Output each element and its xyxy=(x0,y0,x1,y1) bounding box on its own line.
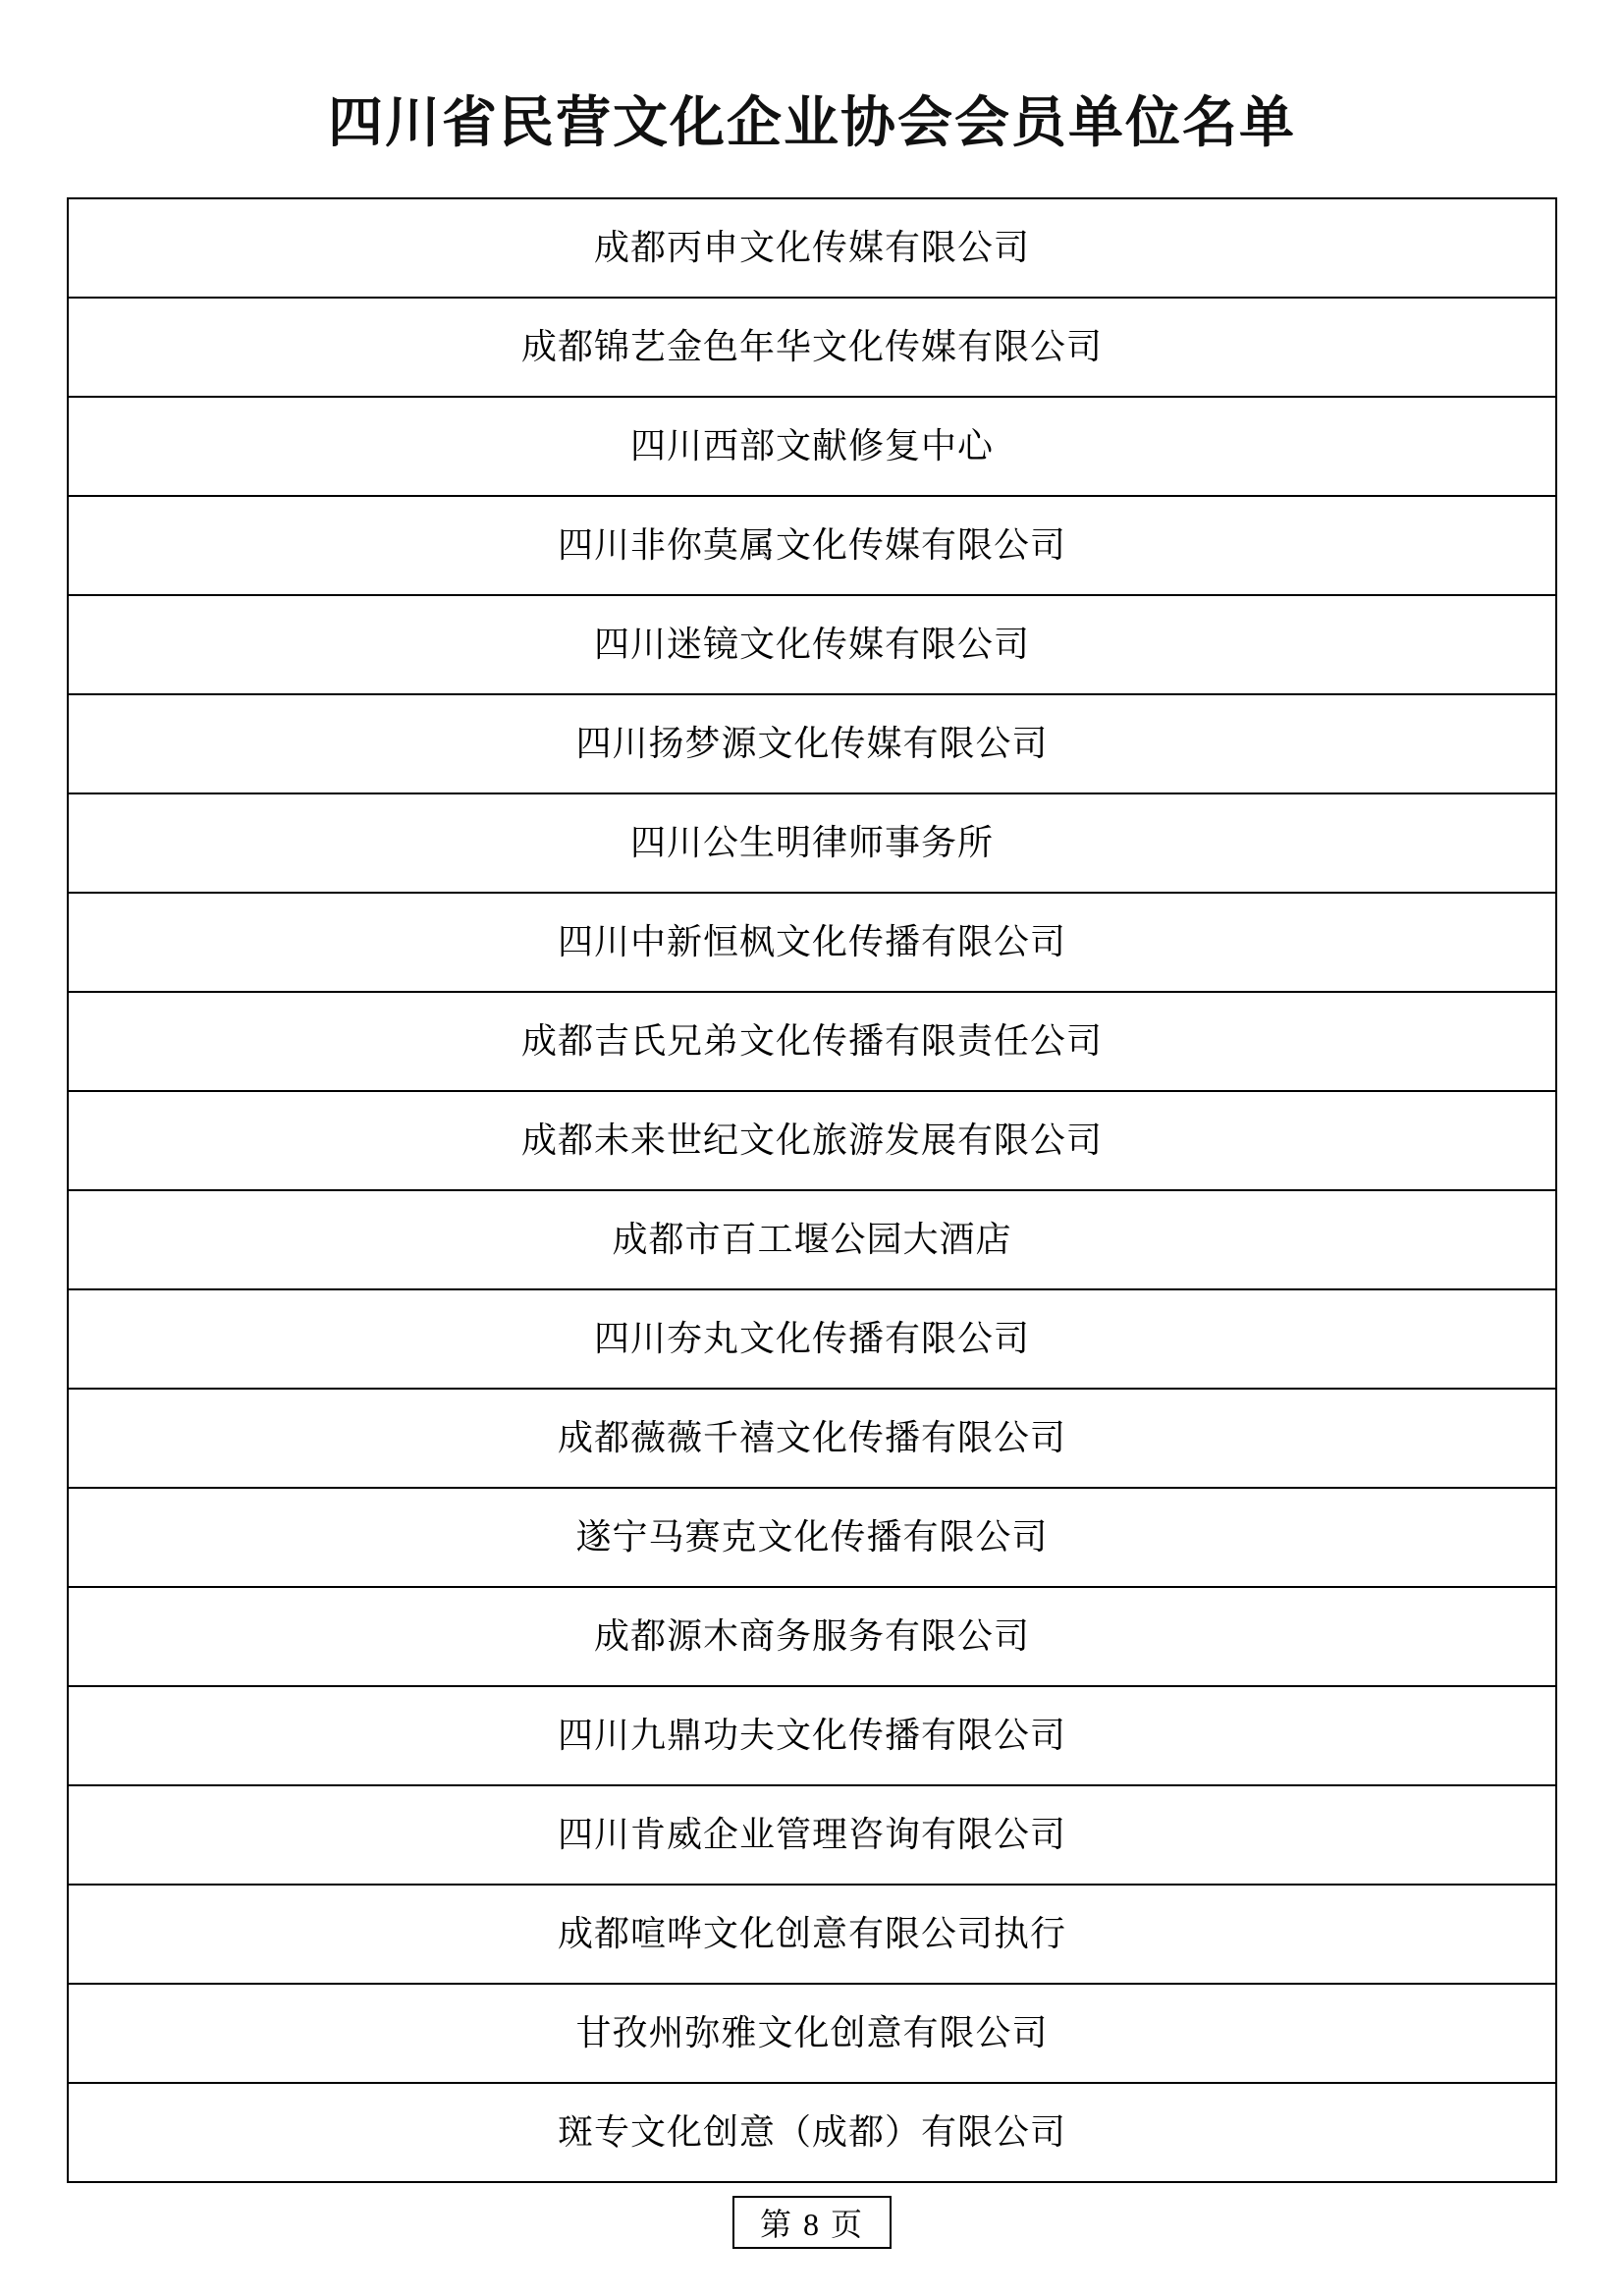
member-name-cell: 四川肯威企业管理咨询有限公司 xyxy=(68,1785,1556,1885)
table-row xyxy=(68,198,1556,298)
member-name-cell: 四川中新恒枫文化传播有限公司 xyxy=(68,893,1556,992)
table-row xyxy=(68,1587,1556,1686)
member-name-cell: 四川夯丸文化传播有限公司 xyxy=(68,1289,1556,1389)
page-title: 四川省民营文化企业协会会员单位名单 xyxy=(328,91,1296,155)
member-list-table xyxy=(67,197,1557,2183)
member-name-cell: 斑专文化创意（成都）有限公司 xyxy=(68,2083,1556,2182)
member-name-cell: 四川迷镜文化传媒有限公司 xyxy=(68,595,1556,694)
member-name-cell: 甘孜州弥雅文化创意有限公司 xyxy=(68,1984,1556,2083)
member-name-cell: 成都吉氏兄弟文化传播有限责任公司 xyxy=(68,992,1556,1091)
table-row xyxy=(68,1289,1556,1389)
member-name-cell: 成都锦艺金色年华文化传媒有限公司 xyxy=(68,298,1556,397)
member-name-cell: 遂宁马赛克文化传播有限公司 xyxy=(68,1488,1556,1587)
table-row xyxy=(68,1885,1556,1984)
member-name-cell: 成都未来世纪文化旅游发展有限公司 xyxy=(68,1091,1556,1190)
table-row xyxy=(68,1686,1556,1785)
page-number: 第 8 页 xyxy=(732,2196,892,2249)
member-name-cell: 成都喧哗文化创意有限公司执行 xyxy=(68,1885,1556,1984)
table-row xyxy=(68,1190,1556,1289)
member-name-cell: 四川西部文献修复中心 xyxy=(68,397,1556,496)
table-row xyxy=(68,1488,1556,1587)
table-row xyxy=(68,2083,1556,2182)
member-table-container xyxy=(67,197,1557,2183)
table-row xyxy=(68,1091,1556,1190)
table-row xyxy=(68,298,1556,397)
member-name-cell: 四川九鼎功夫文化传播有限公司 xyxy=(68,1686,1556,1785)
table-row xyxy=(68,893,1556,992)
member-name-cell: 四川公生明律师事务所 xyxy=(68,793,1556,893)
table-row xyxy=(68,1389,1556,1488)
member-name-cell: 四川非你莫属文化传媒有限公司 xyxy=(68,496,1556,595)
table-row xyxy=(68,595,1556,694)
page-footer xyxy=(0,2196,1624,2249)
member-name-cell: 成都市百工堰公园大酒店 xyxy=(68,1190,1556,1289)
table-row xyxy=(68,694,1556,793)
member-name-cell: 成都源木商务服务有限公司 xyxy=(68,1587,1556,1686)
table-row xyxy=(68,992,1556,1091)
table-row xyxy=(68,1785,1556,1885)
member-name-cell: 四川扬梦源文化传媒有限公司 xyxy=(68,694,1556,793)
member-name-cell: 成都丙申文化传媒有限公司 xyxy=(68,198,1556,298)
table-row xyxy=(68,397,1556,496)
member-name-cell: 成都薇薇千禧文化传播有限公司 xyxy=(68,1389,1556,1488)
member-list-body xyxy=(68,198,1556,2182)
table-row xyxy=(68,793,1556,893)
table-row xyxy=(68,1984,1556,2083)
table-row xyxy=(68,496,1556,595)
